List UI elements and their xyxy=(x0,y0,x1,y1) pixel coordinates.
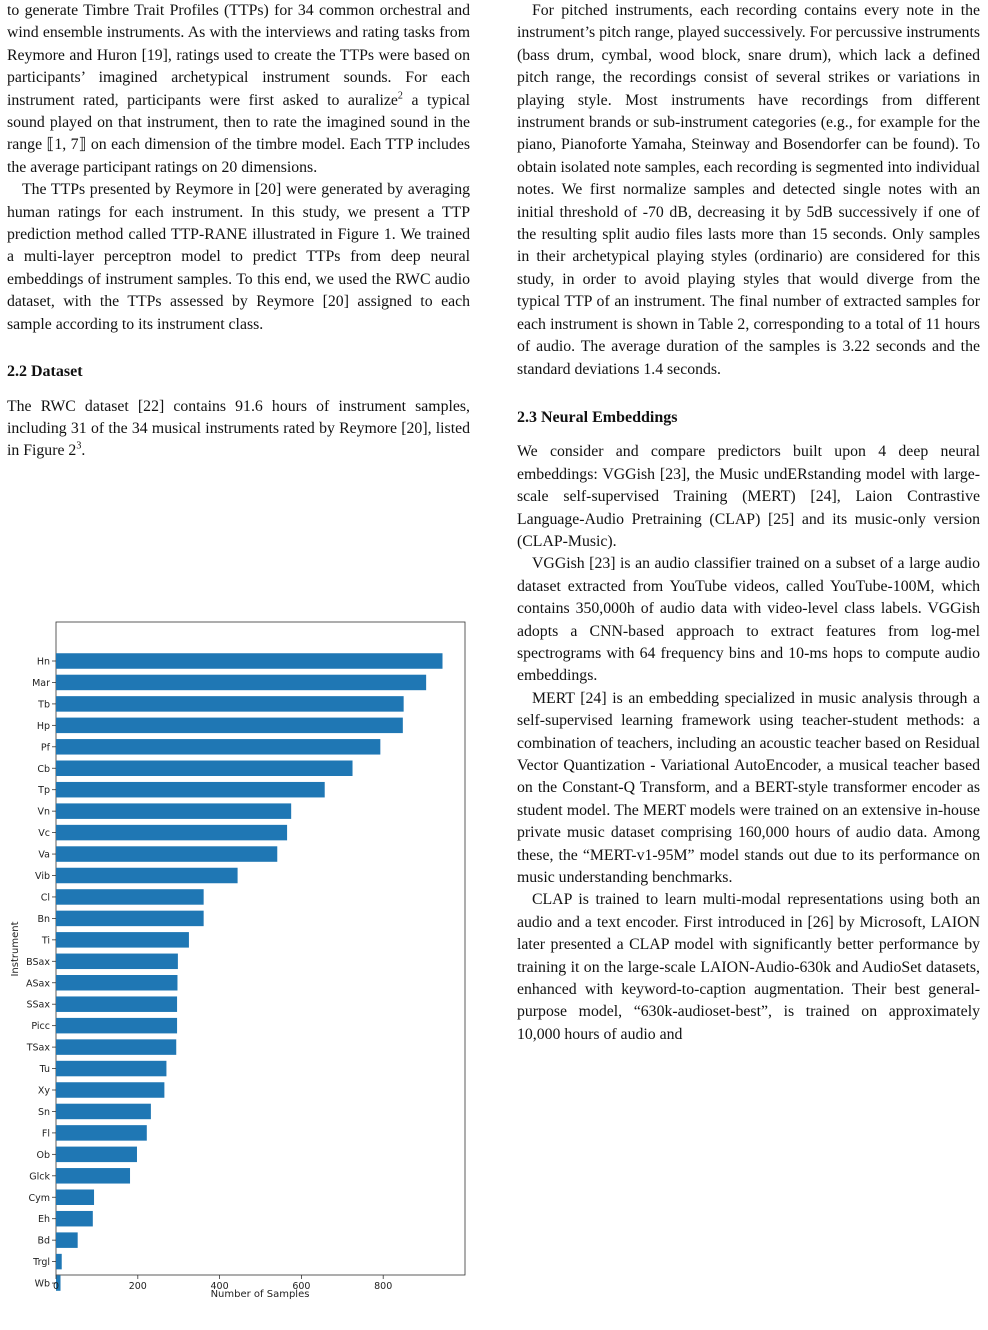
y-tick-label: Hn xyxy=(36,656,50,668)
bar-vn xyxy=(56,803,291,819)
bar-hn xyxy=(56,653,443,669)
x-tick-label: 0 xyxy=(52,1281,60,1292)
y-tick-label: BSax xyxy=(26,956,50,968)
y-tick-label: Bd xyxy=(37,1235,50,1247)
x-tick-label: 400 xyxy=(210,1281,229,1292)
bar-xy xyxy=(56,1082,164,1098)
y-tick-label: Cym xyxy=(28,1192,50,1204)
y-tick-label: Cb xyxy=(37,763,50,775)
bar-cb xyxy=(56,761,353,777)
bar-fl xyxy=(56,1125,147,1141)
bar-asax xyxy=(56,975,177,991)
section-heading: 2.3 Neural Embeddings xyxy=(517,408,678,426)
bar-bsax xyxy=(56,954,178,970)
bar-trgl xyxy=(56,1254,62,1270)
bar-bn xyxy=(56,911,204,927)
y-tick-label: SSax xyxy=(26,999,50,1011)
y-tick-label: Picc xyxy=(31,1021,50,1033)
y-tick-label: Cl xyxy=(40,892,50,904)
y-tick-label: Vn xyxy=(37,806,50,818)
bar-cym xyxy=(56,1190,94,1206)
text: to generate Timbre Trait Profiles (TTPs) for 34 common orchestral and wind ensemble instruments. As with the interviews and rating tasks from Reymore and Huron [19], ratings used to create the TTPs were based on participants’ imagined archetypical instrument sounds. For each instrument rated, participants were first asked to auralize xyxy=(7,2,470,109)
y-tick-label: Eh xyxy=(37,1214,50,1226)
footnote-marker: 2 xyxy=(397,90,403,102)
bar-glck xyxy=(56,1168,130,1184)
bar-mar xyxy=(56,675,426,691)
paragraph: For pitched instruments, each recording contains every note in the instrument’s pitch range, played successively. For percussive instruments (bass drum, cymbal, wood block, snare drum), which lack a defined pitch range, the recordings consist of several strikes or variations in playing style. Most instruments have recordings from different instrument brands or sub-instrument categories (e.g., for example for the piano, Pianoforte Yamaha, Steinway and Bosendorfer can be found). To obtain isolated note samples, each recording is segmented into individual notes. We first normalize samples and detected single notes with an initial threshold of -70 dB, decreasing it by 5dB successively if one of the resulting split audio files lasts more than 15 seconds. Only samples in their archetypical playing styles (ordinario) are considered for this study, in order to avoid playing styles that would diverge from the typical TTP of an instrument. The final number of extracted samples for each instrument is shown in Table 2, corresponding to a total of 11 hours of audio. The average duration of the samples is 3.22 seconds and the standard deviations 1.4 seconds. xyxy=(517,2,980,378)
paragraph xyxy=(7,396,470,463)
bar-ssax xyxy=(56,996,177,1012)
paragraph: CLAP is trained to learn multi-modal representations using both an audio and a text encoder. First introduced in [26] by Microsoft, LAION later presented a CLAP model with significantly better performance by training it on the large-scale LAION-Audio-630k and AudioSet datasets, enhanced with keyword-to-caption augmentation. Their best general-purpose model, “630k-audioset-best”, is trained on approximately 10,000 hours of audio and xyxy=(517,891,980,1043)
y-tick-label: Ob xyxy=(36,1149,50,1161)
paragraph: We consider and compare predictors built upon 4 deep neural embeddings: VGGish [23], the Music undERstanding model with large-scale self-supervised Training (MERT) [24], Laion Contrastive Language-Audio Pretraining (CLAP) [25] and its music-only version (CLAP-Music). xyxy=(517,443,980,550)
bar-vib xyxy=(56,868,238,884)
bar-pf xyxy=(56,739,380,755)
paragraph xyxy=(7,0,470,179)
bar-tsax xyxy=(56,1039,176,1055)
x-tick-label: 800 xyxy=(374,1281,393,1292)
paragraph: The TTPs presented by Reymore in [20] were generated by averaging human ratings for each instrument. In this study, we present a TTP prediction method called TTP-RANE illustrated in Figure 1. We trained a multi-layer perceptron model to predict TTPs from deep neural embeddings of instrument samples. To this end, we used the RWC audio dataset, with the TTPs assessed by Reymore [20] assigned to each sample according to its instrument class. xyxy=(7,181,470,333)
bar-eh xyxy=(56,1211,93,1227)
bar-bd xyxy=(56,1232,78,1248)
y-tick-label: Mar xyxy=(32,677,50,689)
footnote-marker: 3 xyxy=(76,441,82,453)
y-tick-label: ASax xyxy=(26,978,50,990)
y-tick-label: Wb xyxy=(34,1278,50,1290)
bar-tb xyxy=(56,696,404,712)
bar-tu xyxy=(56,1061,166,1077)
right-column xyxy=(517,0,980,1046)
bar-chart xyxy=(0,612,475,1312)
bar-hp xyxy=(56,718,403,734)
y-tick-label: Pf xyxy=(40,742,50,754)
text: . xyxy=(81,442,86,460)
bar-ti xyxy=(56,932,189,948)
y-tick-label: Glck xyxy=(29,1171,50,1183)
y-tick-label: Trgl xyxy=(33,1257,50,1269)
paragraph: VGGish [23] is an audio classifier trained on a subset of a large audio dataset extracted from YouTube videos, called YouTube-100M, which contains 350,000h of audio data with video-level class labels. VGGish adopts a CNN-based approach to extract features from log-mel spectrograms with 64 frequency bins and 10-ms hops to compute audio embeddings. xyxy=(517,555,980,685)
y-tick-label: Vib xyxy=(35,871,50,882)
text: a typical sound played on that instrument, then to rate the imagined sound in the range ⟦1, 7⟧ on each dimension of the timbre model. Each TTP includes the average participant ratings on 20 dimensions. xyxy=(7,91,470,176)
bar-vc xyxy=(56,825,287,841)
y-tick-label: Vc xyxy=(38,828,50,840)
bar-ob xyxy=(56,1147,137,1163)
y-tick-label: Hp xyxy=(36,720,50,732)
y-tick-label: Ti xyxy=(41,935,50,947)
bar-va xyxy=(56,846,277,862)
section-heading: 2.2 Dataset xyxy=(7,363,83,381)
y-tick-label: Tp xyxy=(38,785,50,797)
bar-cl xyxy=(56,889,204,905)
bar-tp xyxy=(56,782,325,798)
y-tick-label: Va xyxy=(38,849,50,861)
y-tick-label: Tu xyxy=(39,1064,50,1076)
bar-picc xyxy=(56,1018,177,1034)
y-tick-label: Sn xyxy=(37,1106,50,1118)
paragraph: MERT [24] is an embedding specialized in music analysis through a self-supervised learning framework using teacher-student methods: a combination of teachers, including an acoustic teacher based on Residual Vector Quantization - Variational AutoEncoder, a musical teacher based on the Constant-Q Transform, and a BERT-style transformer encoder as student model. The MERT models were trained on an extensive in-house private music dataset comprising 160,000 hours of audio data. Among these, the “MERT-v1-95M” model stands out due to its performance on music understanding benchmarks. xyxy=(517,689,980,887)
x-axis-label: Number of Samples xyxy=(210,1289,310,1300)
y-tick-label: TSax xyxy=(26,1042,50,1054)
x-tick-label: 600 xyxy=(292,1281,311,1292)
x-tick-label: 200 xyxy=(128,1281,147,1292)
left-column xyxy=(7,0,470,463)
y-tick-label: Bn xyxy=(37,913,50,925)
y-tick-label: Tb xyxy=(38,699,50,711)
y-tick-label: Fl xyxy=(41,1128,50,1140)
y-tick-label: Xy xyxy=(37,1085,50,1097)
y-tick-labels xyxy=(26,657,56,1290)
y-axis-label: Instrument xyxy=(10,921,21,977)
text: The RWC dataset [22] contains 91.6 hours of instrument samples, including 31 of the 34 musical instruments rated by Reymore [20], listed in Figure 2 xyxy=(7,397,470,460)
bar-sn xyxy=(56,1104,151,1120)
bars xyxy=(56,653,443,1291)
